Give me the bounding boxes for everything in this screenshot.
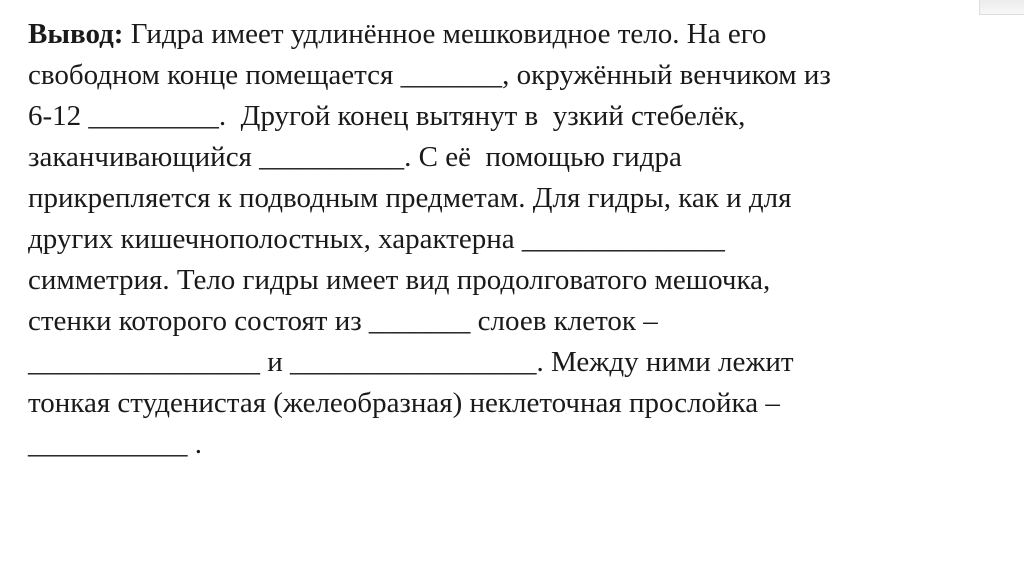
conclusion-label: Вывод: — [28, 18, 124, 50]
text-line-8: стенки которого состоят из _______ слоев клеток – — [28, 305, 658, 337]
text-line-3: 6-12 _________. Другой конец вытянут в узкий стебелёк, — [28, 100, 746, 132]
text-line-10: тонкая студенистая (желеобразная) неклеточная прослойка – — [28, 387, 780, 419]
conclusion-paragraph — [28, 14, 998, 465]
text-line-7: симметрия. Тело гидры имеет вид продолговатого мешочка, — [28, 264, 771, 296]
text-line-5: прикрепляется к подводным предметам. Для гидры, как и для — [28, 182, 792, 214]
text-line-11: ___________ . — [28, 428, 202, 460]
text-line-4: заканчивающийся __________. С её помощью гидра — [28, 141, 682, 173]
text-line-1 — [28, 14, 998, 55]
text-line-9: ________________ и _________________. Между ними лежит — [28, 346, 794, 378]
text-line-1-body: Гидра имеет удлинённое мешковидное тело. На его — [123, 18, 767, 50]
text-line-2: свободном конце помещается _______, окружённый венчиком из — [28, 59, 831, 91]
slide-corner-decoration — [979, 0, 1024, 15]
text-line-6: других кишечнополостных, характерна ______________ — [28, 223, 725, 255]
